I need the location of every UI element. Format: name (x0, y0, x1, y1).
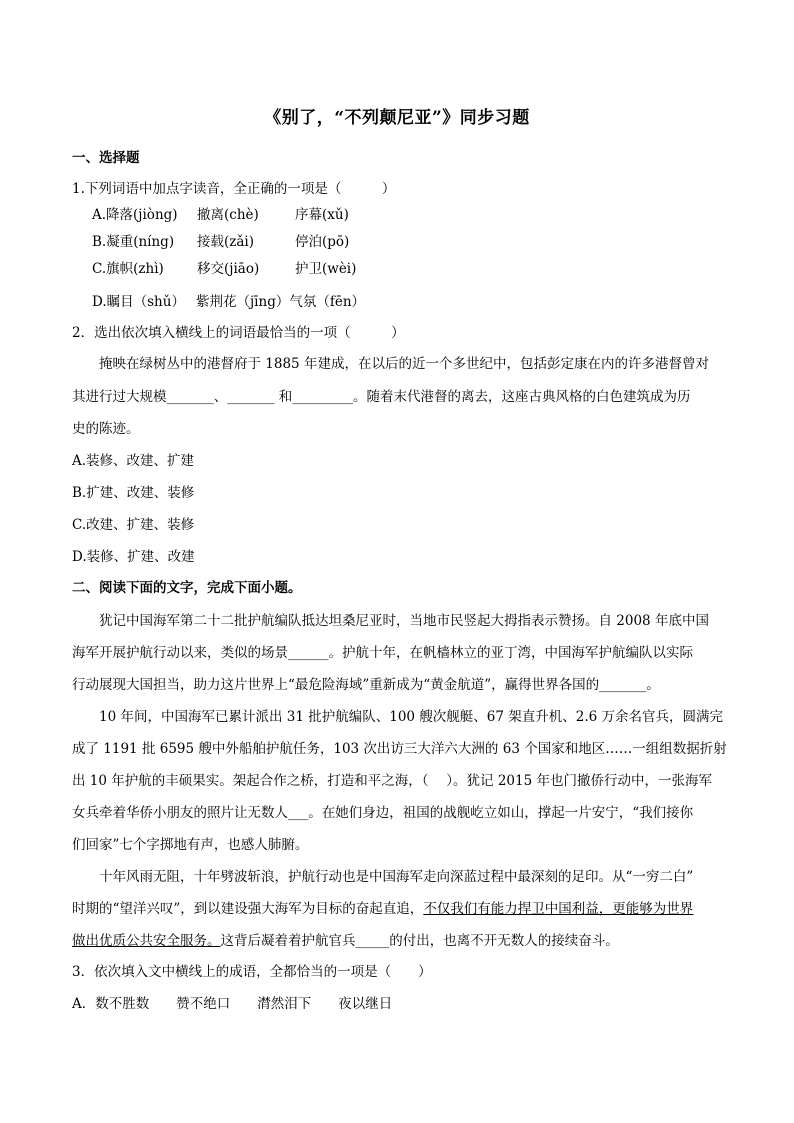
q2-option-d: D.装修、扩建、改建 (72, 549, 195, 565)
q2-option-b: B.扩建、改建、装修 (72, 485, 195, 501)
q1-option-a-word1: A.降落(jiòng) (92, 207, 178, 223)
reading-paragraph-1-line: 行动展现大国担当，助力这片世界上“最危险海域”重新成为“黄金航道”，赢得世界各国的_______。 (72, 677, 660, 693)
reading-paragraph-1-line: 海军开展护航行动以来，类似的场景______。护航十年，在帆樯林立的亚丁湾，中国海军护航编队以实际 (72, 645, 693, 661)
reading-paragraph-2-line: 成了 1191 批 6595 艘中外船舶护航任务，103 次出访三大洋六大洲的 63 个国家和地区……一组组数据折射 (72, 741, 727, 757)
reading-paragraph-2-line: 出 10 年护航的丰硕果实。架起合作之桥，打造和平之海，（ ）。犹记 2015 年也门撤侨行动中，一张海军 (72, 773, 712, 789)
question-3-stem: 3．依次填入文中横线上的成语，全都恰当的一项是（ ） (72, 964, 432, 980)
q1-option-a-word2: 撤离(chè) (197, 207, 259, 223)
underlined-sentence: 做出优质公共安全服务。 (72, 933, 221, 949)
q1-option-a-word3: 序幕(xǔ) (295, 207, 349, 223)
section-heading-choice: 一、选择题 (72, 150, 140, 166)
q2-passage-line: 掩映在绿树丛中的港督府于 1885 年建成，在以后的近一个多世纪中，包括彭定康在内的许多港督曾对 (72, 356, 709, 372)
page-title: 《别了，“不列颠尼亚”》同步习题 (264, 108, 530, 128)
q1-option-b-word2: 接载(zǎi) (197, 234, 255, 250)
reading-paragraph-1-line: 犹记中国海军第二十二批护航编队抵达坦桑尼亚时，当地市民竖起大拇指表示赞扬。自 2008 年底中国 (72, 613, 709, 629)
reading-paragraph-2-line: 女兵牵着华侨小朋友的照片让无数人___。在她们身边，祖国的战舰屹立如山，撑起一片安宁，“我们接你 (72, 805, 694, 821)
q1-option-c-word1: C.旗帜(zhì) (92, 261, 164, 277)
q1-option-b-word1: B.凝重(níng) (92, 234, 175, 250)
question-1-stem: 1.下列词语中加点字读音，全正确的一项是（ ） (72, 181, 396, 197)
q1-option-c-word2: 移交(jiāo) (197, 261, 260, 277)
reading-paragraph-3-line (72, 897, 724, 917)
reading-paragraph-2-line: 10 年间，中国海军已累计派出 31 批护航编队、100 艘次舰艇、67 架直升机、2.6 万余名官兵，圆满完 (72, 709, 724, 725)
q1-option-b-word3: 停泊(pō) (295, 234, 350, 250)
q2-option-a: A.装修、改建、扩建 (72, 453, 195, 469)
q2-option-c: C.改建、扩建、装修 (72, 517, 195, 533)
reading-paragraph-2-line: 们回家”七个字掷地有声，也感人肺腑。 (72, 837, 309, 853)
section-heading-reading: 二、阅读下面的文字，完成下面小题。 (72, 580, 302, 596)
q3-option-a: A．数不胜数 赞不绝口 潸然泪下 夜以继日 (72, 996, 393, 1012)
q1-option-d: D.瞩目（shǔ） 紫荆花（jīng）气氛（fēn） (92, 294, 366, 310)
reading-text: 这背后凝着着护航官兵_____的付出，也离不开无数人的接续奋斗。 (220, 933, 619, 949)
reading-paragraph-3-line (72, 929, 724, 949)
reading-paragraph-3-line: 十年风雨无阻，十年劈波斩浪，护航行动也是中国海军走向深蓝过程中最深刻的足印。从“一穷二白” (72, 869, 694, 885)
q2-passage-line: 史的陈迹。 (72, 421, 140, 437)
q2-passage-line: 其进行过大规模_______、_______ 和_________。随着末代港督的离去，这座古典风格的白色建筑成为历 (72, 389, 691, 405)
reading-text: 时期的“望洋兴叹”，到以建设强大海军为目标的奋起直追， (72, 901, 424, 917)
question-2-stem: 2．选出依次填入横线上的词语最恰当的一项（ ） (72, 325, 405, 341)
q1-option-c-word3: 护卫(wèi) (295, 261, 357, 277)
underlined-sentence: 不仅我们有能力捍卫中国利益，更能够为世界 (423, 901, 694, 917)
